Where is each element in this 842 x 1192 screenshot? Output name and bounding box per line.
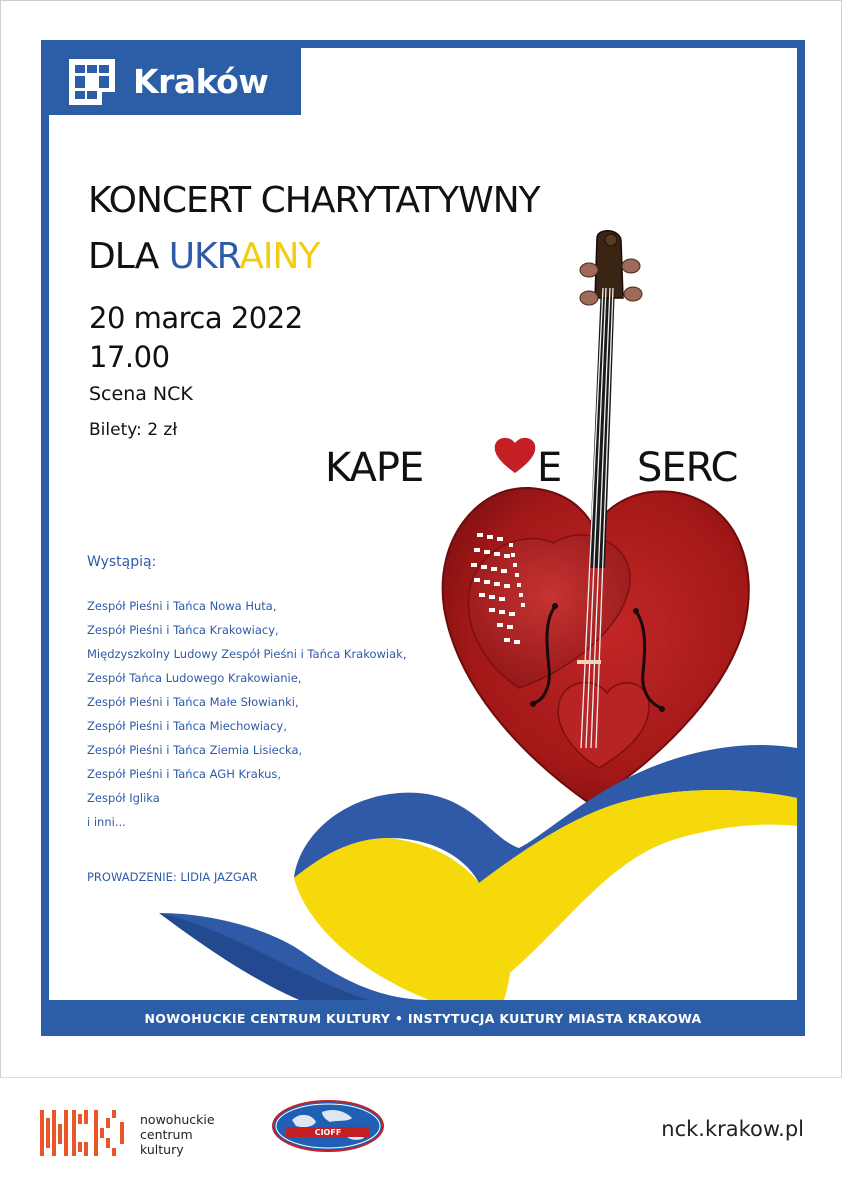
title-ukraine-blue: UKR <box>168 236 240 277</box>
kapele-serc-part1: KAPE <box>325 445 424 491</box>
list-item: Zespół Tańca Ludowego Krakowianie, <box>87 671 302 685</box>
event-tickets: Bilety: 2 zł <box>89 420 178 440</box>
performers-label: Wystąpią: <box>87 554 157 570</box>
list-item: Zespół Pieśni i Tańca Miechowiacy, <box>87 719 287 733</box>
cioff-label: CIOFF <box>314 1128 342 1137</box>
list-item: Zespół Pieśni i Tańca Krakowiacy, <box>87 623 279 637</box>
heading-heart-icon <box>495 438 536 473</box>
krakow-logo-text: Kraków <box>133 62 269 101</box>
list-item: Zespół Iglika <box>87 791 160 805</box>
poster-content <box>49 48 797 1000</box>
website-link[interactable]: nck.krakow.pl <box>661 1117 804 1141</box>
nck-line-2: centrum <box>140 1127 193 1142</box>
title-ukraine-yellow: AINY <box>239 236 320 277</box>
cioff-logo <box>272 1100 384 1152</box>
poster <box>41 40 805 1036</box>
heart-violin-artwork <box>49 48 797 1000</box>
poster-footer-band: NOWOHUCKIE CENTRUM KULTURY • INSTYTUCJA KULTURY MIASTA KRAKOWA <box>144 1010 702 1026</box>
list-item: i inni... <box>87 815 126 829</box>
list-item: Zespół Pieśni i Tańca Małe Słowianki, <box>87 695 299 709</box>
nck-logo-text <box>140 1112 215 1157</box>
violin-bridge <box>577 660 601 664</box>
nck-line-1: nowohuckie <box>140 1112 215 1127</box>
nck-line-3: kultury <box>140 1142 184 1157</box>
event-date: 20 marca 2022 <box>89 301 303 335</box>
list-item: Zespół Pieśni i Tańca Ziemia Lisiecka, <box>87 743 303 757</box>
event-time: 17.00 <box>89 340 170 374</box>
title-prefix: DLA <box>88 236 169 277</box>
host-credit: PROWADZENIE: LIDIA JAZGAR <box>87 870 258 884</box>
list-item: Zespół Pieśni i Tańca AGH Krakus, <box>87 767 282 781</box>
kapele-serc-part2: E <box>537 445 563 491</box>
list-item: Międzyszkolny Ludowy Zespół Pieśni i Tańca Krakowiak, <box>87 647 407 661</box>
event-title-line-1: KONCERT CHARYTATYWNY <box>88 180 540 221</box>
ribbon-yellow-upper <box>479 790 797 978</box>
performers-list <box>87 599 406 839</box>
kapele-serc-part3: SERC <box>637 445 738 491</box>
event-venue: Scena NCK <box>89 383 193 405</box>
list-item: Zespół Pieśni i Tańca Nowa Huta, <box>87 599 277 613</box>
nck-logo-icon <box>40 1110 128 1156</box>
